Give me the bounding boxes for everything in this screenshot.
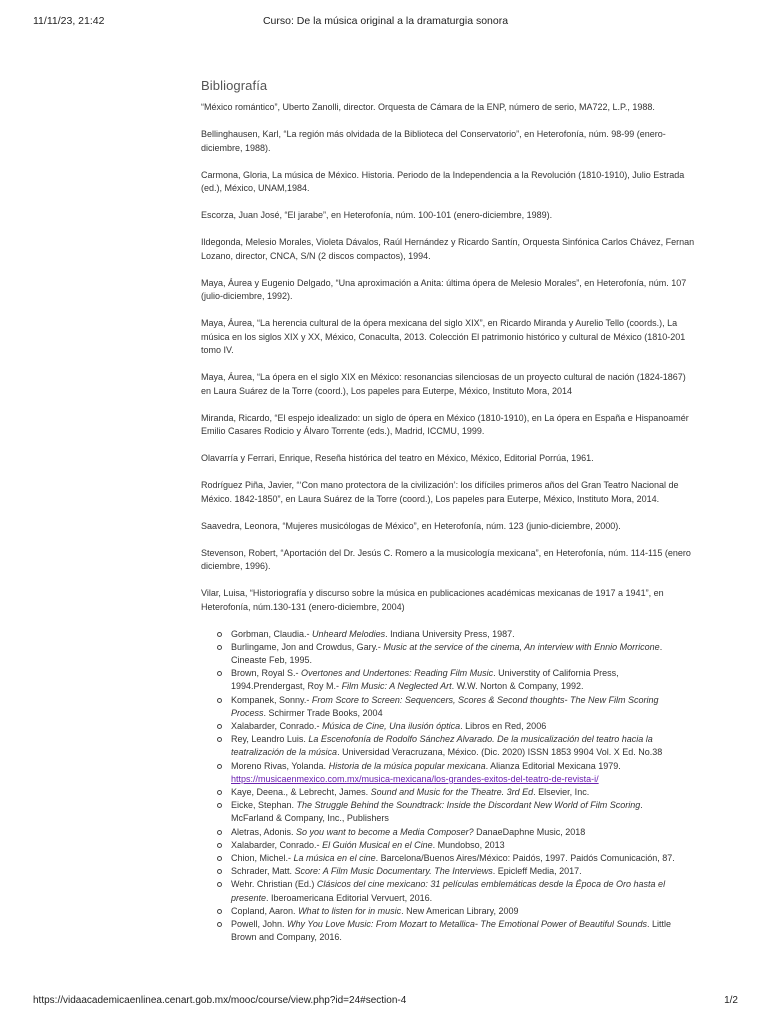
reference-text: Rey, Leandro Luis.	[231, 734, 309, 745]
bibliography-entry-line: “México romántico”, Uberto Zanolli, director. Orquesta de Cámara de la ENP, número de serio, MA722, L.P., 1988.	[201, 102, 655, 112]
reference-text: 1994.Prendergast, Roy M.-	[231, 681, 342, 692]
reference-line	[231, 733, 697, 746]
reference-line	[231, 826, 697, 839]
reference-title: Music at the service of the cinema, An interview with Ennio Morricone	[383, 641, 660, 652]
reference-text: .	[640, 800, 643, 811]
reference-list-item	[231, 865, 697, 878]
reference-title: El Guión Musical en el Cine	[322, 839, 433, 850]
reference-link[interactable]: https://musicaenmexico.com.mx/musica-mexicana/los-grandes-exitos-del-teatro-de-revista-i/	[231, 773, 599, 784]
reference-line	[231, 931, 697, 944]
bibliography-entry-line: Vilar, Luisa, “Historiografía y discurso sobre la música en publicaciones académicas mexicanas de 1917 a 1941”, en	[201, 588, 664, 598]
reference-text: Burlingame, Jon and Crowdus, Gary.-	[231, 641, 384, 652]
reference-line	[231, 707, 697, 720]
reference-text: Copland, Aaron.	[231, 905, 299, 916]
reference-text: Xalabarder, Conrado.-	[231, 720, 323, 731]
bibliography-entry-line: música en los siglos XIX y XX, México, Conaculta, 2013. Colección El patrimonio histórico y cultural de México (1810-201	[201, 331, 686, 342]
bibliography-entry-line: Carmona, Gloria, La música de México. Historia. Periodo de la Independencia a la Revolución (1810-1910), Julio Estrada	[201, 169, 685, 180]
bibliography-entry-line: diciembre, 1996).	[201, 561, 271, 571]
reference-text: . Universtity of California Press,	[493, 668, 619, 679]
reference-line	[231, 918, 697, 931]
reference-title: Música de Cine, Una ilusión óptica	[322, 720, 461, 731]
reference-text: . Elsevier, Inc.	[533, 786, 590, 797]
reference-line	[231, 839, 697, 852]
print-footer	[33, 995, 738, 1009]
reference-text: Brown and Company, 2016.	[231, 932, 342, 943]
reference-title: Score: A Film Music Documentary. The Interviews	[294, 866, 493, 877]
print-page-title: Curso: De la música original a la dramaturgia sonora	[262, 15, 509, 27]
reference-list-item	[231, 720, 697, 733]
reference-text: Eicke, Stephan.	[231, 800, 297, 811]
reference-line	[231, 654, 697, 667]
reference-list-item	[231, 799, 697, 825]
reference-title: Historia de la música popular mexicana	[328, 760, 486, 771]
bibliography-entry-line: Miranda, Ricardo, “El espejo idealizado: un siglo de ópera en México (1810-1910), en La ópera en España e Hispanoamér	[201, 412, 689, 423]
reference-list-item	[231, 760, 697, 786]
bibliography-entry	[201, 412, 697, 439]
bibliography-entry-line: diciembre, 1988).	[201, 142, 271, 153]
reference-text: . Libros en Red, 2006	[460, 720, 547, 731]
reference-line	[231, 865, 697, 878]
bibliography-entry	[201, 479, 697, 506]
bibliography-list	[201, 101, 697, 614]
reference-title: Clásicos del cine mexicano: 31 películas emblemáticas desde la Época de Oro hasta el	[316, 879, 666, 890]
reference-text: . Mundobso, 2013	[432, 839, 505, 850]
reference-text: .	[659, 641, 663, 652]
reference-line	[231, 852, 697, 865]
reference-title: The Struggle Behind the Soundtrack: Inside the Discordant New World of Film Scoring	[296, 800, 641, 811]
reference-text: . Alianza Editorial Mexicana 1979.	[485, 760, 621, 771]
reference-text: Powell, John.	[231, 918, 288, 929]
reference-list-item	[231, 628, 697, 641]
reference-line	[231, 786, 697, 799]
reference-title: presente	[231, 892, 267, 903]
bibliography-entry	[201, 547, 697, 574]
reference-text: . W.W. Norton & Company, 1992.	[451, 681, 584, 692]
reference-line	[231, 720, 697, 733]
reference-text: Schrader, Matt.	[231, 866, 295, 877]
reference-text: Aletras, Adonis.	[231, 826, 297, 837]
reference-line	[231, 773, 697, 786]
reference-text: Brown, Royal S.-	[231, 668, 302, 679]
reference-title: Process	[231, 707, 264, 718]
reference-list-item	[231, 905, 697, 918]
reference-text: . Schirmer Trade Books, 2004	[263, 707, 383, 718]
reference-list	[201, 628, 697, 945]
bibliography-entry-line: Maya, Áurea y Eugenio Delgado, “Una aproximación a Anita: última ópera de Melesio Morales”, en Heterofonía, núm. 107	[201, 277, 687, 288]
reference-text: Chion, Michel.-	[231, 852, 294, 863]
reference-line	[231, 746, 697, 759]
reference-line	[231, 760, 697, 773]
reference-title: La Escenofonía de Rodolfo Sánchez Alvarado. De la musicalización del teatro hacia la	[308, 734, 653, 745]
reference-list-item	[231, 878, 697, 904]
bibliography-entry	[201, 520, 697, 534]
reference-list-item	[231, 826, 697, 839]
section-heading: Bibliografía	[201, 78, 268, 93]
bibliography-entry-line: Saavedra, Leonora, “Mujeres musicólogas de México”, en Heterofonía, núm. 123 (junio-diciembre, 2000).	[201, 520, 621, 531]
reference-text: DanaeDaphne Music, 2018	[473, 826, 586, 837]
reference-text: Wehr. Christian (Ed.)	[231, 879, 317, 890]
reference-line	[231, 892, 697, 905]
bibliography-entry	[201, 101, 697, 115]
bibliography-entry	[201, 587, 697, 614]
reference-line	[231, 799, 697, 812]
reference-line	[231, 667, 697, 680]
print-date: 11/11/23, 21:42	[33, 15, 105, 27]
bibliography-entry-line: en Laura Suárez de la Torre (coord.), Los papeles para Euterpe, México, Instituto Mora, 2014	[201, 385, 573, 396]
reference-list-item	[231, 852, 697, 865]
reference-title: Sound and Music for the Theatre. 3rd Ed	[370, 786, 534, 797]
reference-line	[231, 680, 697, 693]
bibliography-entry-line: Rodríguez Piña, Javier, “‘Con mano protectora de la civilización’: los difíciles primeros años del Gran Teatro Nacional de	[201, 480, 679, 490]
bibliography-entry	[201, 128, 697, 155]
reference-title: Film Music: A Neglected Art	[341, 681, 452, 692]
bibliography-entry-line: (ed.), México, UNAM,1984.	[201, 183, 310, 193]
reference-line	[231, 812, 697, 825]
reference-text: . Little	[647, 918, 672, 929]
reference-title: Overtones and Undertones: Reading Film Music	[301, 668, 494, 679]
bibliography-entry-line: Heterofonía, núm.130-131 (enero-diciembre, 2004)	[201, 601, 405, 612]
bibliography-entry-line: tomo IV.	[201, 345, 234, 355]
reference-list-item	[231, 918, 697, 944]
bibliography-entry	[201, 452, 697, 466]
bibliography-entry-line: Bellinghausen, Karl, “La región más olvidada de la Biblioteca del Conservatorio”, en Heterofonía, núm. 98-99 (enero-	[201, 129, 666, 139]
print-header	[33, 15, 738, 31]
bibliography-entry-line: Emilio Casares Rodicio y Álvaro Torrente (eds.), Madrid, ICCMU, 1999.	[201, 426, 485, 436]
reference-title: Why You Love Music: From Mozart to Metallica- The Emotional Power of Beautiful Sounds	[287, 918, 648, 929]
reference-list-item	[231, 786, 697, 799]
reference-text: . Epicleff Media, 2017.	[492, 866, 582, 877]
reference-title: From Score to Screen: Sequencers, Scores & Second thoughts- The New Film Scoring	[311, 694, 659, 705]
reference-line	[231, 878, 697, 891]
reference-text: . Indiana University Press, 1987.	[385, 628, 515, 639]
bibliography-entry-line: Escorza, Juan José, “El jarabe”, en Heterofonía, núm. 100-101 (enero-diciembre, 1989).	[201, 210, 553, 220]
bibliography-entry-line: Maya, Áurea, “La herencia cultural de la ópera mexicana del siglo XIX”, en Ricardo Miranda y Aurelio Tello (coords.), La	[201, 318, 678, 328]
bibliography-entry-line: Lozano, director, CNCA, S/N (2 discos compactos), 1994.	[201, 250, 431, 261]
reference-title: What to listen for in music	[298, 905, 402, 916]
reference-line	[231, 641, 697, 654]
bibliography-entry	[201, 317, 697, 358]
reference-text: . Iberoamericana Editorial Vervuert, 2016.	[266, 892, 433, 903]
bibliography-entry-line: México. 1842-1850”, en Laura Suárez de la Torre (coord.), Los papeles para Euterpe, México, Instituto Mora, 2014.	[201, 493, 660, 504]
reference-text: Gorbman, Claudia.-	[231, 628, 313, 639]
reference-list-item	[231, 694, 697, 720]
reference-title: La música en el cine	[293, 852, 376, 863]
reference-title: So you want to become a Media Composer?	[296, 826, 474, 837]
reference-line	[231, 628, 697, 641]
print-url: https://vidaacademicaenlinea.cenart.gob.mx/mooc/course/view.php?id=24#section-4	[33, 995, 407, 1006]
reference-line	[231, 905, 697, 918]
reference-list-item	[231, 667, 697, 693]
reference-text: Moreno Rivas, Yolanda.	[231, 760, 329, 771]
reference-list-item	[231, 733, 697, 759]
reference-title: Unheard Melodies	[312, 628, 386, 639]
reference-title: teatralización de la música	[231, 747, 338, 758]
course-section-content	[201, 78, 697, 944]
reference-text: McFarland & Company, Inc., Publishers	[231, 813, 389, 824]
reference-text: Kaye, Deena., & Lebrecht, James.	[231, 786, 371, 797]
reference-text: Cineaste Feb, 1995.	[231, 654, 313, 665]
reference-text: . New American Library, 2009	[401, 905, 519, 916]
bibliography-entry	[201, 236, 697, 263]
bibliography-entry-line: Ildegonda, Melesio Morales, Violeta Dávalos, Raúl Hernández y Ricardo Santín, Orquesta Sinfónica Carlos Chávez, Fernan	[201, 237, 695, 247]
reference-text: . Barcelona/Buenos Aires/México: Paidós, 1997. Paidós Comunicación, 87.	[375, 852, 675, 863]
reference-text: Xalabarder, Conrado.-	[231, 839, 323, 850]
reference-line	[231, 694, 697, 707]
bibliography-entry	[201, 209, 697, 223]
reference-list-item	[231, 641, 697, 667]
bibliography-entry	[201, 277, 697, 304]
reference-text: Kompanek, Sonny.-	[231, 694, 312, 705]
bibliography-entry-line: Maya, Áurea, “La ópera en el siglo XIX en México: resonancias silenciosas de un proyecto cultural de nación (1824-1867)	[201, 372, 686, 382]
reference-list-item	[231, 839, 697, 852]
bibliography-entry	[201, 371, 697, 398]
bibliography-entry-line: Olavarría y Ferrari, Enrique, Reseña histórica del teatro en México, México, Editorial Porrúa, 1961.	[201, 453, 594, 463]
print-page-number: 1/2	[724, 995, 738, 1006]
bibliography-entry	[201, 169, 697, 196]
bibliography-entry-line: Stevenson, Robert, “Aportación del Dr. Jesús C. Romero a la musicología mexicana”, en Heterofonía, núm. 114-115 (enero	[201, 547, 691, 558]
bibliography-entry-line: (julio-diciembre, 1992).	[201, 291, 293, 301]
reference-text: . Universidad Veracruzana, México. (Dic. 2020) ISSN 1853 9904 Vol. X Ed. No.38	[337, 747, 663, 758]
